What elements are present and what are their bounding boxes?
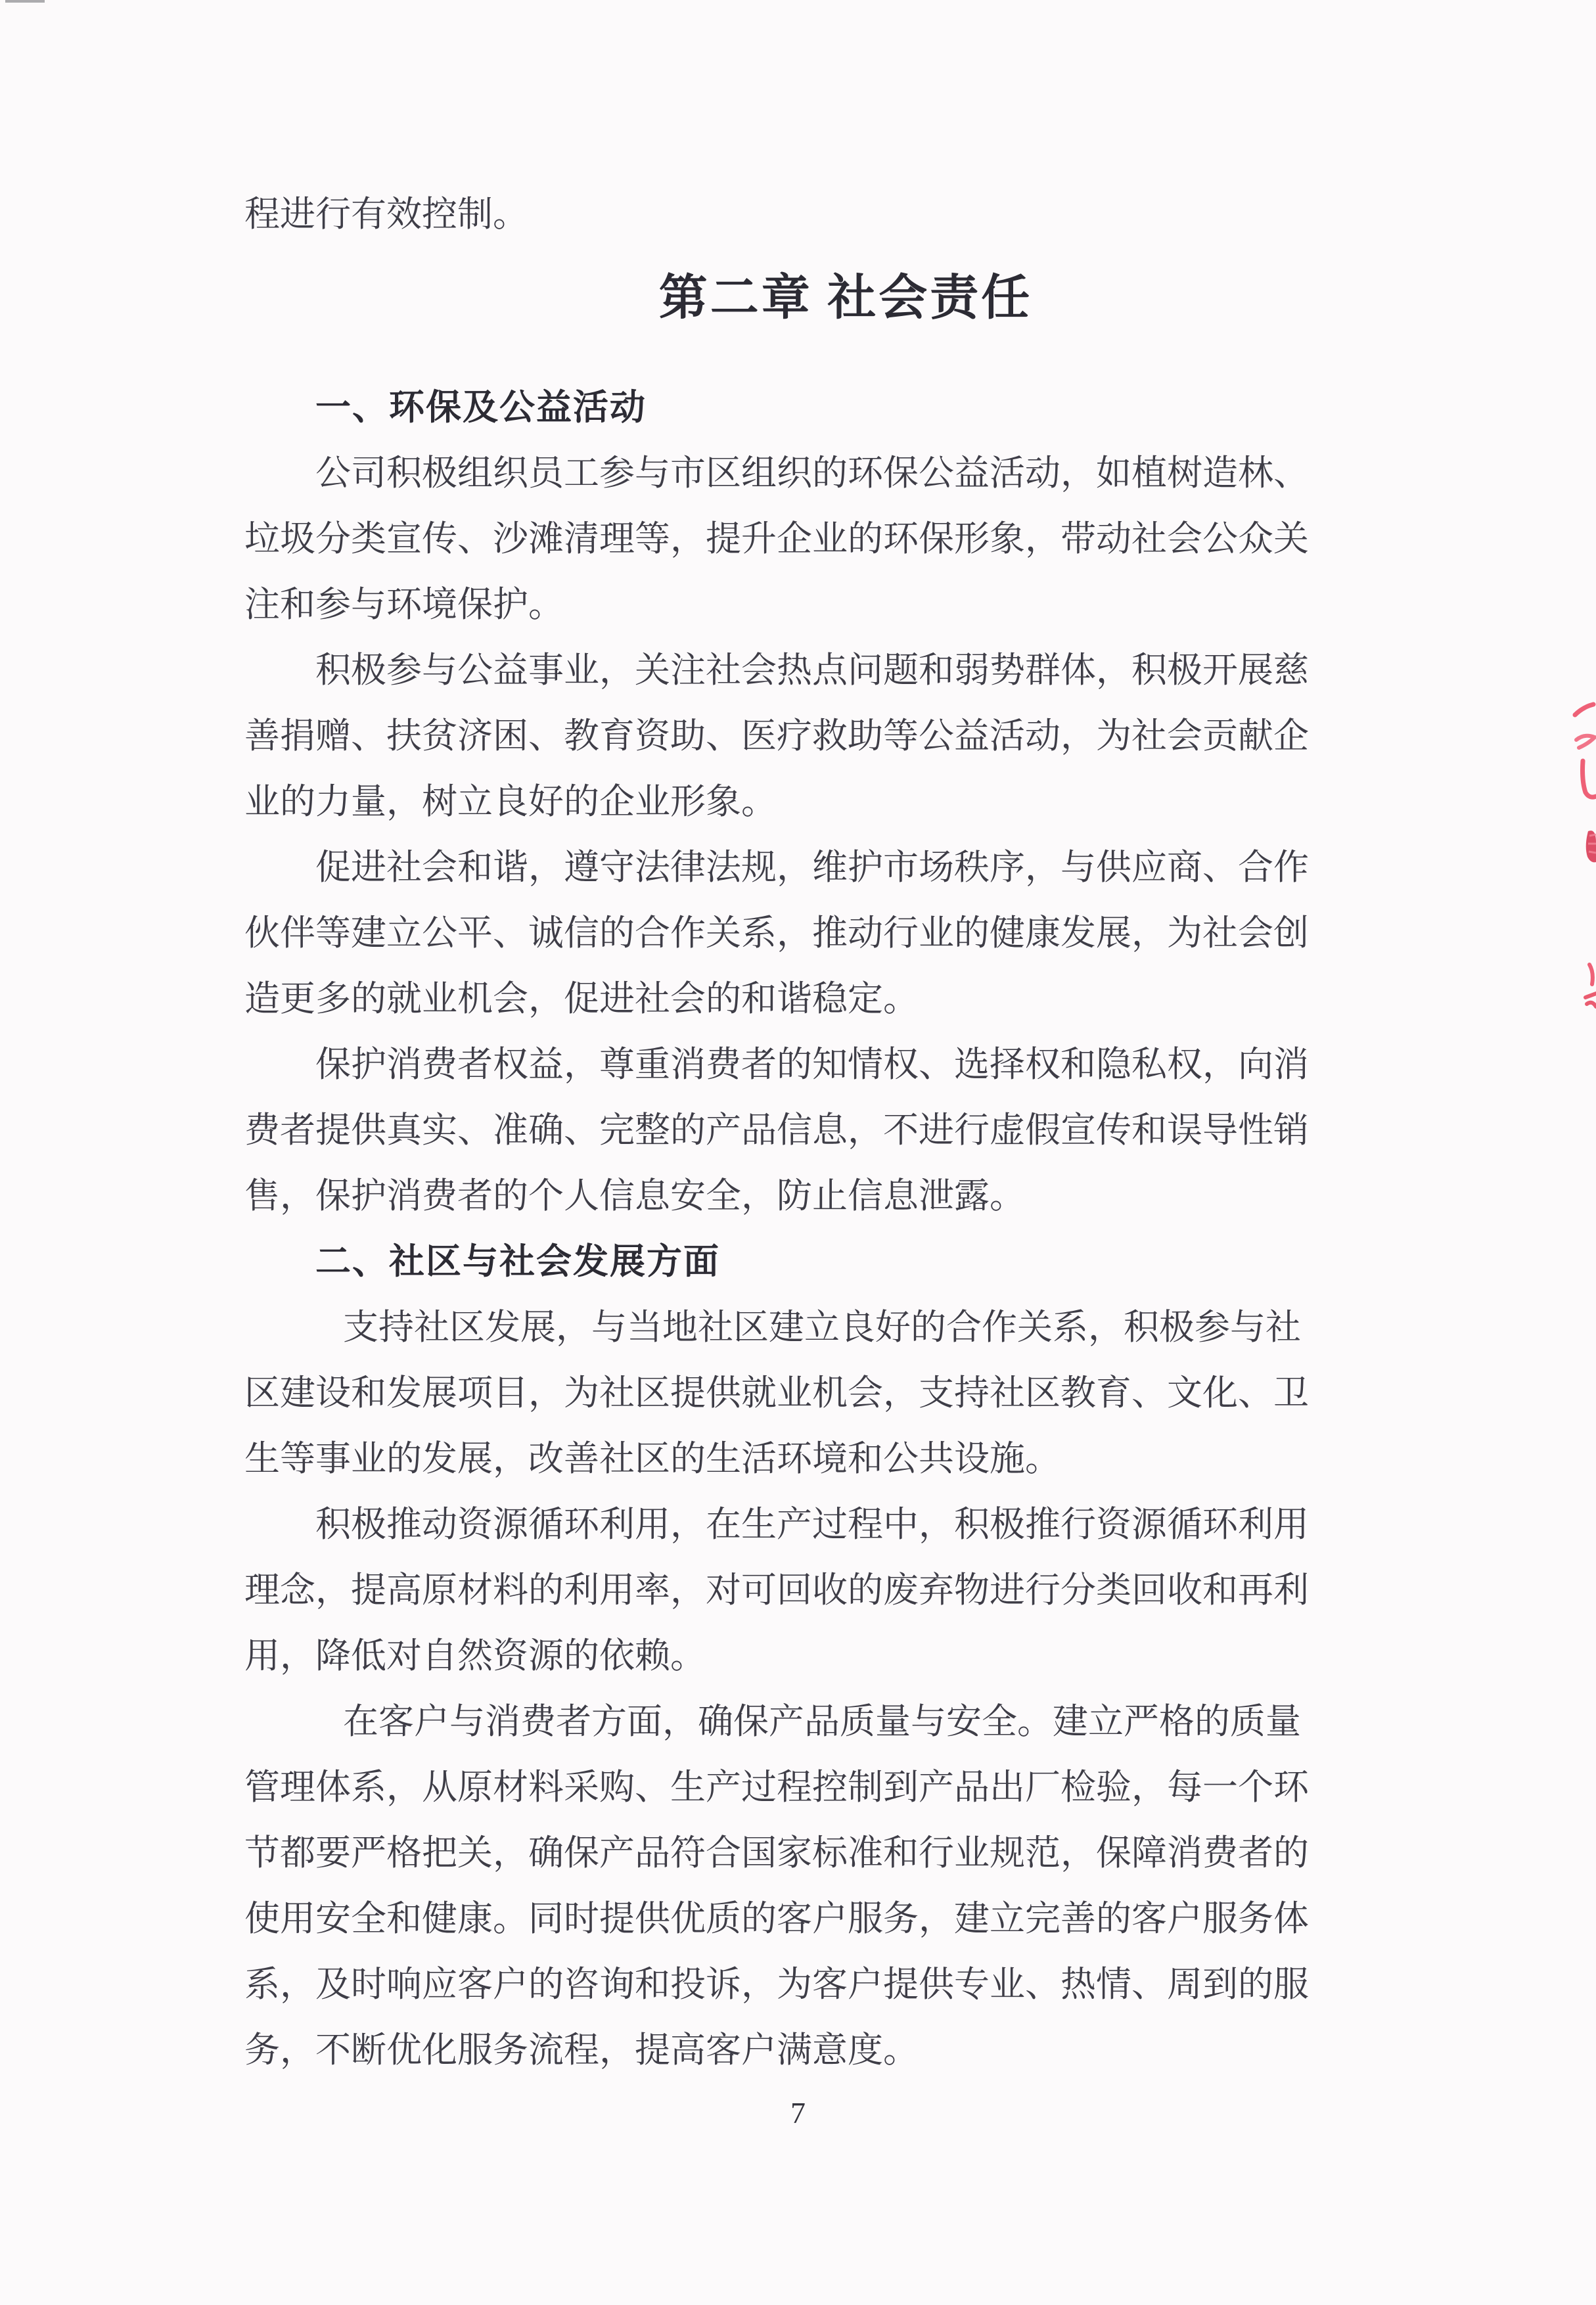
document-body: [244, 375, 1375, 2083]
section-heading: 一、环保及公益活动: [315, 388, 647, 427]
body-line: 系，及时响应客户的咨询和投诉，为客户提供专业、热情、周到的服: [244, 1965, 1309, 2004]
body-line: 务，不断优化服务流程，提高客户满意度。: [244, 2030, 919, 2070]
body-line: 注和参与环境保护。: [244, 585, 564, 624]
chapter-title: 第二章 社会责任: [658, 271, 1033, 325]
body-line: 用，降低对自然资源的依赖。: [244, 1636, 706, 1676]
body-line: 使用安全和健康。同时提供优质的客户服务，建立完善的客户服务体: [244, 1899, 1309, 1938]
body-line: 善捐赠、扶贫济困、教育资助、医疗救助等公益活动，为社会贡献企: [244, 716, 1309, 756]
red-stamp-fragment-icon: [1566, 696, 1596, 1025]
body-line: 节都要严格把关，确保产品符合国家标准和行业规范，保障消费者的: [244, 1833, 1309, 1873]
body-line: 在客户与消费者方面，确保产品质量与安全。建立严格的质量: [343, 1702, 1301, 1741]
body-line: 积极参与公益事业，关注社会热点问题和弱势群体，积极开展慈: [315, 650, 1309, 690]
body-line: 保护消费者权益，尊重消费者的知情权、选择权和隐私权，向消: [315, 1045, 1309, 1084]
body-line: 公司积极组织员工参与市区组织的环保公益活动，如植树造林、: [315, 453, 1309, 493]
body-line: 管理体系，从原材料采购、生产过程控制到产品出厂检验，每一个环: [244, 1768, 1309, 1807]
scan-edge-artifact: [5, 0, 45, 3]
body-line: 费者提供真实、准确、完整的产品信息，不进行虚假宣传和误导性销: [244, 1110, 1309, 1150]
body-line: 垃圾分类宣传、沙滩清理等，提升企业的环保形象，带动社会公众关: [244, 519, 1309, 559]
body-line: 促进社会和谐，遵守法律法规，维护市场秩序，与供应商、合作: [315, 848, 1309, 887]
body-line: 造更多的就业机会，促进社会的和谐稳定。: [244, 979, 919, 1018]
body-line: 售，保护消费者的个人信息安全，防止信息泄露。: [244, 1176, 1025, 1216]
section-heading: 二、社区与社会发展方面: [315, 1242, 720, 1281]
body-line: 积极推动资源循环利用，在生产过程中，积极推行资源循环利用: [315, 1505, 1309, 1544]
body-line: 区建设和发展项目，为社区提供就业机会，支持社区教育、文化、卫: [244, 1373, 1309, 1413]
body-line: 生等事业的发展，改善社区的生活环境和公共设施。: [244, 1439, 1060, 1478]
body-line: 业的力量，树立良好的企业形象。: [244, 782, 777, 821]
body-line: 支持社区发展，与当地社区建立良好的合作关系，积极参与社: [343, 1308, 1301, 1347]
page-number: 7: [790, 2096, 806, 2130]
body-line: 理念，提高原材料的利用率，对可回收的废弃物进行分类回收和再利: [244, 1570, 1309, 1610]
body-line: 伙伴等建立公平、诚信的合作关系，推动行业的健康发展，为社会创: [244, 913, 1309, 953]
carryover-paragraph-line: 程进行有效控制。: [244, 194, 528, 234]
